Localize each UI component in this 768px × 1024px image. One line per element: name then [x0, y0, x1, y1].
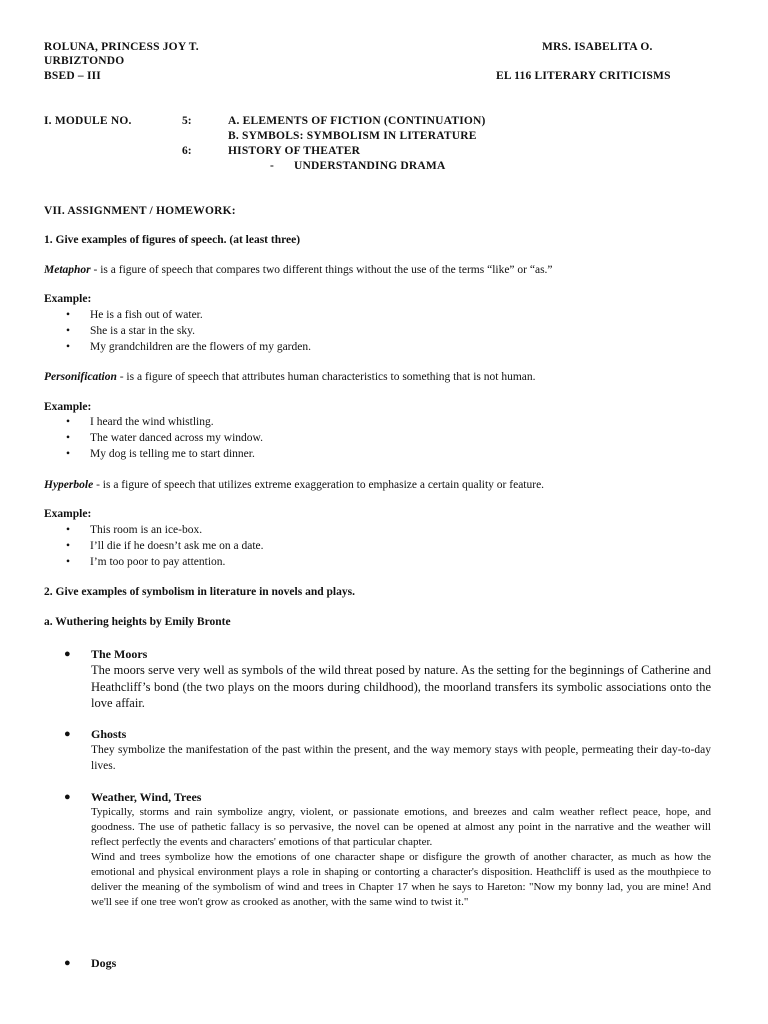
- bullet-icon: •: [66, 432, 71, 444]
- symbol-title: The Moors: [91, 647, 148, 661]
- bullet-icon: •: [66, 341, 71, 353]
- figure-definition: - is a figure of speech that utilizes extreme exaggeration to emphasize a certain quality or feature.: [93, 479, 545, 491]
- module-6-item: HISTORY OF THEATER: [228, 145, 361, 157]
- symbol-ghosts: [64, 726, 714, 774]
- bullet-icon: •: [66, 540, 71, 552]
- bullet-icon: •: [66, 309, 71, 321]
- student-name: ROLUNA, PRINCESS JOY T.: [44, 41, 199, 53]
- symbol-description: The moors serve very well as symbols of the wild threat posed by nature. As the setting for the beginnings of Catherine and Heathcliff’s bond (the two plays on the moors during childhood), the moorland transfers its symbolic associations onto the love affair.: [91, 663, 711, 710]
- bullet-icon: ●: [64, 791, 71, 803]
- hyperbole-examples: [66, 523, 264, 571]
- symbol-description: [91, 805, 711, 910]
- bullet-icon: ●: [64, 957, 71, 969]
- list-item: • I heard the wind whistling.: [66, 415, 263, 431]
- figure-definition: - is a figure of speech that attributes human characteristics to something that is not human.: [116, 371, 536, 383]
- module-number-6: 6:: [182, 145, 192, 157]
- bullet-icon: •: [66, 556, 71, 568]
- figure-hyperbole-definition: [44, 478, 724, 494]
- list-item: • I’m too poor to pay attention.: [66, 555, 264, 571]
- list-item: • She is a star in the sky.: [66, 324, 311, 340]
- bullet-icon: •: [66, 524, 71, 536]
- module-label: I. MODULE NO.: [44, 115, 132, 127]
- symbol-description-paragraph-2: Wind and trees symbolize how the emotions of one character shape or disfigure the growth of another character, as much as how the emotional and physical environment plays a role in shaping or contorting a character's disposition. Heathcliff is used as the mouthpiece to deliver the meaning of the symbolism of wind and trees in Chapter 17 when he says to Hareton: "Now my bonny lad, you are mine! And we'll see if one tree won't grow as crooked as another, with the same wind to twist it.": [91, 851, 711, 908]
- figure-definition: - is a figure of speech that compares two different things without the use of the terms “like” or “as.”: [90, 264, 553, 276]
- metaphor-examples: [66, 308, 311, 356]
- module-number-5: 5:: [182, 115, 192, 127]
- symbol-the-moors: [64, 646, 714, 716]
- bullet-icon: •: [66, 448, 71, 460]
- symbol-description: They symbolize the manifestation of the past within the present, and the way memory stays with people, permeating their day-to-day lives.: [91, 744, 711, 772]
- figure-personification-definition: [44, 370, 724, 386]
- list-item: • This room is an ice-box.: [66, 523, 264, 539]
- list-item: • My grandchildren are the flowers of my garden.: [66, 340, 311, 356]
- symbol-title: Dogs: [91, 956, 117, 970]
- symbol-weather-wind-trees: [64, 789, 714, 949]
- list-item: • I’ll die if he doesn’t ask me on a date.: [66, 539, 264, 555]
- symbol-description-paragraph-1: Typically, storms and rain symbolize angry, violent, or passionate emotions, and breezes and calm weather reflect peace, hope, and goodness. The use of pathetic fallacy is so pervasive, the novel can be opened at almost any point in the narrative and the weather will reflect perfectly the events and characters' emotions of that particular chapter.: [91, 806, 711, 848]
- subject-label: EL 116 LITERARY CRITICISMS: [496, 70, 671, 82]
- teacher-name: MRS. ISABELITA O.: [542, 41, 653, 53]
- symbol-title: Weather, Wind, Trees: [91, 790, 202, 804]
- question-2: 2. Give examples of symbolism in literature in novels and plays.: [44, 586, 355, 598]
- example-label: Example:: [44, 401, 92, 413]
- bullet-icon: •: [66, 416, 71, 428]
- module-5-item-b: B. SYMBOLS: SYMBOLISM IN LITERATURE: [228, 130, 477, 142]
- question-2a: a. Wuthering heights by Emily Bronte: [44, 616, 231, 628]
- list-item: • The water danced across my window.: [66, 431, 263, 447]
- figure-term: Hyperbole: [44, 479, 94, 491]
- question-1: 1. Give examples of figures of speech. (at least three): [44, 234, 301, 246]
- bullet-icon: •: [66, 325, 71, 337]
- example-label: Example:: [44, 508, 92, 520]
- example-label: Example:: [44, 293, 92, 305]
- figure-metaphor-definition: [44, 263, 724, 279]
- list-item: • He is a fish out of water.: [66, 308, 311, 324]
- bullet-icon: ●: [64, 728, 71, 740]
- module-5-item-a: A. ELEMENTS OF FICTION (CONTINUATION): [228, 115, 486, 127]
- module-6-subitem: UNDERSTANDING DRAMA: [294, 160, 446, 172]
- list-item: • My dog is telling me to start dinner.: [66, 447, 263, 463]
- student-name-continued: URBIZTONDO: [44, 55, 125, 67]
- figure-term: Metaphor: [44, 264, 91, 276]
- figure-term: Personification: [44, 371, 117, 383]
- module-6-dash: -: [270, 160, 274, 172]
- course-label: BSED – III: [44, 70, 101, 82]
- assignment-heading: VII. ASSIGNMENT / HOMEWORK:: [44, 205, 236, 217]
- symbol-title: Ghosts: [91, 727, 127, 741]
- personification-examples: [66, 415, 263, 463]
- bullet-icon: ●: [64, 648, 71, 660]
- symbol-dogs: [64, 955, 714, 975]
